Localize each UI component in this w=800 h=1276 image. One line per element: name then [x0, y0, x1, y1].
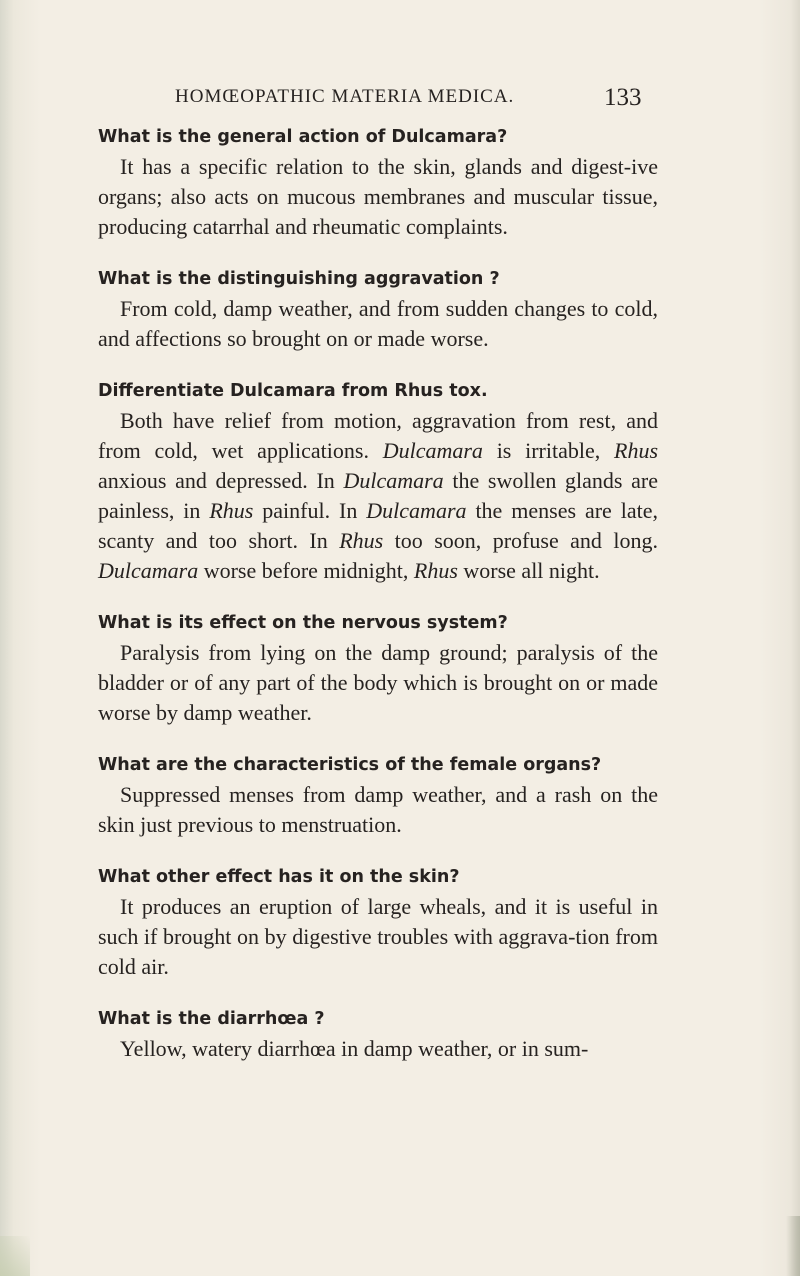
question-heading: Differentiate Dulcamara from Rhus tox.	[98, 381, 488, 401]
answer-text: It has a specific relation to the skin, glands and digest-ive organs; also acts on mucous membranes and muscular tissue, producing catarrhal and rheumatic complaints.	[98, 154, 658, 239]
running-header	[0, 86, 800, 116]
page-body	[98, 122, 658, 1086]
header-title: HOMŒOPATHIC MATERIA MEDICA.	[175, 86, 515, 107]
page-number: 133	[604, 84, 642, 111]
answer-text: Paralysis from lying on the damp ground; paralysis of the bladder or of any part of the body which is brought on or made worse by damp weather.	[98, 640, 658, 725]
answer-text: It produces an eruption of large wheals, and it is useful in such if brought on by digestive troubles with aggrava-tion from cold air.	[98, 894, 658, 979]
answer-text: is irritable,	[482, 438, 614, 463]
answer-text: the menses are late, scanty and too short. In	[98, 498, 658, 553]
page-corner-tint	[0, 1236, 30, 1276]
answer-paragraph	[98, 406, 658, 586]
answer-text: Yellow, watery diarrhœa in damp weather, or in sum-	[120, 1036, 589, 1061]
answer-paragraph	[98, 294, 658, 354]
answer-paragraph	[98, 152, 658, 242]
italic-remedy-name: Dulcamara	[343, 468, 444, 493]
answer-text: the swollen glands are painless, in	[98, 468, 658, 523]
question-heading: What is the diarrhœa ?	[98, 1009, 325, 1029]
answer-paragraph	[98, 780, 658, 840]
answer-paragraph	[98, 892, 658, 982]
question-heading: What is its effect on the nervous system?	[98, 613, 508, 633]
question-heading: What is the distinguishing aggravation ?	[98, 269, 500, 289]
question-heading: What are the characteristics of the female organs?	[98, 755, 602, 775]
question-heading: What is the general action of Dulcamara?	[98, 127, 508, 147]
answer-text: worse all night.	[457, 558, 600, 583]
page-edge-shadow	[786, 1216, 800, 1276]
italic-remedy-name: Rhus	[209, 498, 254, 523]
answer-text: Suppressed menses from damp weather, and a rash on the skin just previous to menstruation.	[98, 782, 658, 837]
italic-remedy-name: Dulcamara	[382, 438, 483, 463]
answer-text: too soon, profuse and long.	[383, 528, 658, 553]
italic-remedy-name: Rhus	[614, 438, 658, 463]
italic-remedy-name: Rhus	[413, 558, 458, 583]
answer-paragraph	[98, 1034, 658, 1064]
answer-text: From cold, damp weather, and from sudden changes to cold, and affections so brought on or made worse.	[98, 296, 658, 351]
answer-text: Both have relief from motion, aggravation from rest, and from cold, wet applications.	[98, 408, 658, 463]
answer-paragraph	[98, 638, 658, 728]
italic-remedy-name: Dulcamara	[98, 558, 199, 583]
italic-remedy-name: Rhus	[339, 528, 384, 553]
question-heading: What other effect has it on the skin?	[98, 867, 460, 887]
answer-text: anxious and depressed. In	[98, 468, 344, 493]
answer-text: painful. In	[253, 498, 367, 523]
answer-text: worse before midnight,	[198, 558, 414, 583]
italic-remedy-name: Dulcamara	[366, 498, 467, 523]
